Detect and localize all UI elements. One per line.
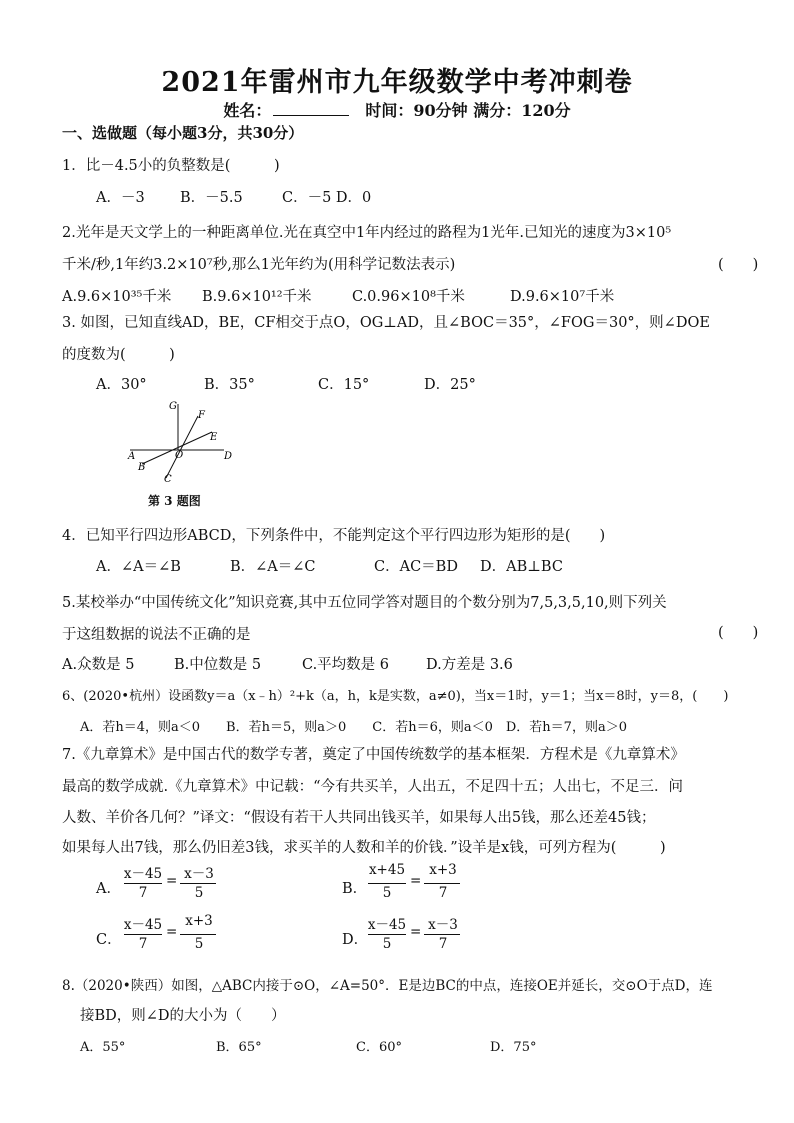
q2-line2: 千米/秒,1年约3.2×10⁷秒,那么1光年约为(用科学记数法表示) [62,257,456,273]
label-b: B [138,462,146,473]
name-blank[interactable] [273,101,349,116]
q7-line2: 最高的数学成就.《九章算术》中记载：“今有共买羊，人出五，不足四十五；人出七，不足三．问 [62,779,684,795]
q2-option-b: B.9.6×10¹²千米 [202,289,312,305]
label-o: O [175,450,184,461]
q1-option-b: B．－5.5 [180,190,243,206]
q8-option-b: B．65° [216,1040,262,1055]
q7-line4: 如果每人出7钱，那么仍旧差3钱，求买羊的人数和羊的价钱．”设羊是x钱，可列方程为( ) [62,840,666,856]
q8-option-d: D．75° [490,1040,537,1055]
line-cf [166,416,198,478]
q2-option-c: C.0.96×10⁸千米 [352,289,465,305]
q3-figure-caption: 第 3 题图 [148,494,201,508]
score-info: 满分：120分 [473,101,571,120]
label-f: F [198,410,205,421]
q3-line2: 的度数为( ) [62,347,175,363]
q3-option-d: D．25° [424,377,476,393]
q6-stem: 6、(2020•杭州）设函数y＝a（x﹣h）²+k（a，h，k是实数，a≠0)，当x＝1时，y＝1；当x＝8时，y＝8，( ) [62,689,729,704]
q7-option-c: x－45 7 = x+3 5 [118,913,228,955]
exam-info [0,98,794,121]
q2-option-a: A.9.6×10³⁵千米 [62,289,172,305]
q7-option-d-label: D． [342,932,369,948]
q4-option-c: C．AC＝BD [374,559,458,575]
section-heading: 一、选做题（每小题3分，共30分） [62,124,304,142]
q8-option-c: C．60° [356,1040,402,1055]
q7-option-a: x－45 7 = x－3 5 [118,862,228,904]
q5-option-b: B.中位数是 5 [174,657,262,673]
q8-line1: 8.（2020•陕西）如图，△ABC内接于⊙O，∠A=50°．E是边BC的中点，连接OE并延长，交⊙O于点D，连 [62,978,713,994]
q3-option-b: B．35° [204,377,255,393]
q3-figure [120,396,250,486]
q5-option-a: A.众数是 5 [62,657,135,673]
q5-option-d: D.方差是 3.6 [426,657,513,673]
q7-option-b: x+45 5 = x+3 7 [362,862,472,904]
q7-option-b-label: B． [342,881,368,897]
q1-option-a: A．－3 [96,190,145,206]
name-label: 姓名： [223,101,272,120]
page-title: 2021年雷州市九年级数学中考冲刺卷 [161,67,633,98]
q5-option-c: C.平均数是 6 [302,657,390,673]
label-d: D [224,451,233,462]
q8-option-a: A．55° [80,1040,126,1055]
q4-option-b: B．∠A＝∠C [230,559,316,575]
q7-option-d: x－45 5 = x－3 7 [362,913,472,955]
q2-answer-paren: ( ) [718,257,759,273]
q7-option-c-label: C． [96,932,122,948]
q1-option-cd: C．－5 D．0 [282,190,372,206]
q2-option-d: D.9.6×10⁷千米 [510,289,615,305]
q1-stem: 1．比－4.5小的负整数是( ) [62,158,280,174]
label-e: E [210,432,218,443]
label-g: G [169,401,177,412]
q2-line1: 2.光年是天文学上的一种距离单位.光在真空中1年内经过的路程为1光年.已知光的速度为3×10⁵ [62,225,672,241]
q3-line1: 3. 如图，已知直线AD，BE，CF相交于点O，OG⊥AD，且∠BOC＝35°，∠FOG＝30°，则∠DOE [62,315,710,331]
q3-option-c: C．15° [318,377,370,393]
label-a: A [128,451,136,462]
q4-option-d: D．AB⊥BC [480,559,563,575]
q4-stem: 4．已知平行四边形ABCD，下列条件中，不能判定这个平行四边形为矩形的是( ) [62,528,606,544]
label-c: C [164,474,172,485]
q7-line1: 7.《九章算术》是中国古代的数学专著，奠定了中国传统数学的基本框架．方程术是《九章算术》 [62,747,685,763]
q8-line2: 接BD，则∠D的大小为（ ） [80,1008,286,1024]
q6-options: A．若h＝4，则a＜0 B．若h＝5，则a＞0 C．若h＝6，则a＜0 D．若h＝7，则a＞0 [80,720,627,735]
q5-line1: 5.某校举办“中国传统文化”知识竞赛,其中五位同学答对题目的个数分别为7,5,3,5,10,则下列关 [62,595,667,611]
q5-answer-paren: ( ) [718,625,759,641]
q7-option-a-label: A． [96,881,121,897]
time-info: 时间：90分钟 [365,101,468,120]
q3-option-a: A．30° [96,377,147,393]
q7-line3: 人数、羊价各几何？”译文：“假设有若干人共同出钱买羊，如果每人出5钱，那么还差45钱； [62,810,656,826]
q5-line2: 于这组数据的说法不正确的是 [62,627,251,643]
q4-option-a: A．∠A＝∠B [96,559,181,575]
